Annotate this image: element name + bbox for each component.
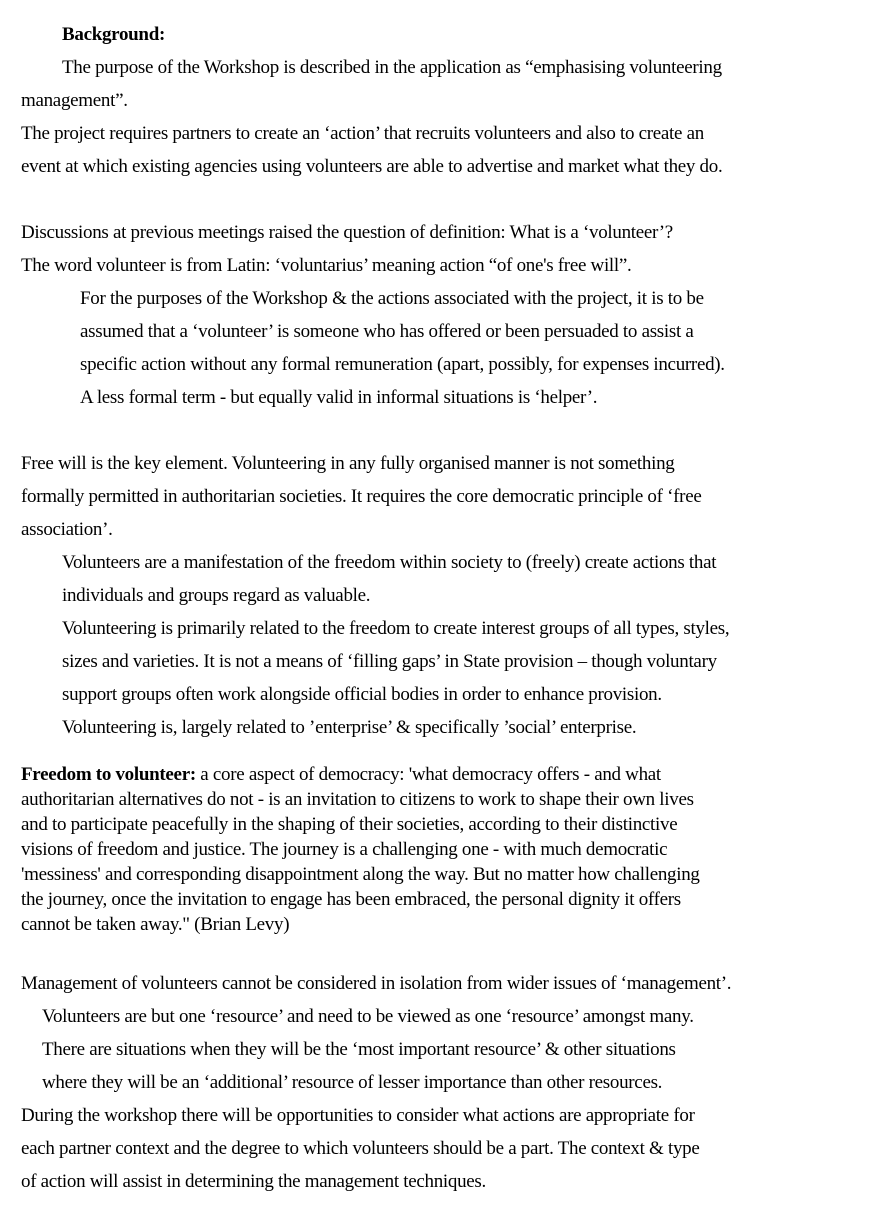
- text-line: [21, 117, 851, 150]
- text-run: event at which existing agencies using volunteers are able to advertise and market what they do.: [21, 156, 723, 177]
- text-line: [21, 513, 851, 546]
- paragraph-gap: [21, 744, 851, 762]
- text-line: [21, 862, 851, 887]
- text-run: cannot be taken away." (Brian Levy): [21, 914, 290, 935]
- text-run: support groups often work alongside official bodies in order to enhance provision.: [62, 684, 662, 705]
- text-line: [62, 579, 851, 612]
- text-line: [21, 912, 851, 937]
- text-run: each partner context and the degree to which volunteers should be a part. The context & type: [21, 1138, 700, 1159]
- text-line: [21, 887, 851, 912]
- text-line: [62, 612, 851, 645]
- text-line: [21, 1165, 851, 1198]
- text-line: [21, 84, 851, 117]
- text-line: [21, 249, 851, 282]
- paragraph-gap: [21, 183, 851, 216]
- text-line: [21, 447, 851, 480]
- text-line: [21, 1132, 851, 1165]
- text-run: 'messiness' and corresponding disappointment along the way. But no matter how challenging: [21, 864, 700, 885]
- text-run: authoritarian alternatives do not - is an invitation to citizens to work to shape their own lives: [21, 789, 694, 810]
- text-run: and to participate peacefully in the shaping of their societies, according to their distinctive: [21, 814, 678, 835]
- text-line: [62, 546, 851, 579]
- text-run: formally permitted in authoritarian societies. It requires the core democratic principle of ‘free: [21, 486, 702, 507]
- text-line: [42, 1066, 851, 1099]
- bold-text-run: Background:: [62, 24, 165, 45]
- text-line: [21, 787, 851, 812]
- document-body: [21, 18, 851, 1198]
- text-run: Management of volunteers cannot be considered in isolation from wider issues of ‘management’.: [21, 973, 732, 994]
- text-run: Discussions at previous meetings raised the question of definition: What is a ‘volunteer’?: [21, 222, 673, 243]
- text-line: [21, 480, 851, 513]
- text-line: [62, 678, 851, 711]
- text-line: [21, 762, 851, 787]
- text-line: [21, 812, 851, 837]
- text-run: The project requires partners to create an ‘action’ that recruits volunteers and also to create an: [21, 123, 704, 144]
- text-line: [21, 216, 851, 249]
- text-line: [62, 18, 851, 51]
- text-run: Volunteers are but one ‘resource’ and need to be viewed as one ‘resource’ amongst many.: [42, 1006, 694, 1027]
- text-run: assumed that a ‘volunteer’ is someone who has offered or been persuaded to assist a: [80, 321, 694, 342]
- text-run: where they will be an ‘additional’ resource of lesser importance than other resources.: [42, 1072, 663, 1093]
- bold-text-run: Freedom to volunteer:: [21, 764, 196, 785]
- text-line: [62, 711, 851, 744]
- text-run: management”.: [21, 90, 128, 111]
- text-line: [21, 967, 851, 1000]
- text-run: of action will assist in determining the management techniques.: [21, 1171, 486, 1192]
- text-run: sizes and varieties. It is not a means of ‘filling gaps’ in State provision – though voluntary: [62, 651, 717, 672]
- text-run: There are situations when they will be the ‘most important resource’ & other situations: [42, 1039, 676, 1060]
- text-run: For the purposes of the Workshop & the actions associated with the project, it is to be: [80, 288, 704, 309]
- text-line: [80, 315, 851, 348]
- text-line: [80, 348, 851, 381]
- text-run: Volunteering is primarily related to the freedom to create interest groups of all types, styles,: [62, 618, 730, 639]
- text-run: specific action without any formal remuneration (apart, possibly, for expenses incurred).: [80, 354, 725, 375]
- text-line: [42, 1033, 851, 1066]
- text-run: The word volunteer is from Latin: ‘voluntarius’ meaning action “of one's free will”.: [21, 255, 632, 276]
- text-line: [42, 1000, 851, 1033]
- text-line: [62, 645, 851, 678]
- text-run: A less formal term - but equally valid in informal situations is ‘helper’.: [80, 387, 598, 408]
- text-run: visions of freedom and justice. The journey is a challenging one - with much democratic: [21, 839, 668, 860]
- text-run: The purpose of the Workshop is described in the application as “emphasising volunteering: [62, 57, 722, 78]
- text-run: Free will is the key element. Volunteering in any fully organised manner is not something: [21, 453, 675, 474]
- text-run: association’.: [21, 519, 113, 540]
- paragraph-gap: [21, 937, 851, 967]
- text-line: [62, 51, 851, 84]
- text-line: [21, 150, 851, 183]
- text-run: a core aspect of democracy: 'what democracy offers - and what: [195, 764, 661, 785]
- text-run: individuals and groups regard as valuable.: [62, 585, 371, 606]
- text-run: During the workshop there will be opportunities to consider what actions are appropriate for: [21, 1105, 695, 1126]
- text-run: Volunteers are a manifestation of the freedom within society to (freely) create actions that: [62, 552, 717, 573]
- paragraph-gap: [21, 414, 851, 447]
- text-line: [21, 1099, 851, 1132]
- text-run: the journey, once the invitation to engage has been embraced, the personal dignity it offers: [21, 889, 681, 910]
- text-run: Volunteering is, largely related to ’enterprise’ & specifically ’social’ enterprise.: [62, 717, 637, 738]
- text-line: [80, 381, 851, 414]
- text-line: [21, 837, 851, 862]
- text-line: [80, 282, 851, 315]
